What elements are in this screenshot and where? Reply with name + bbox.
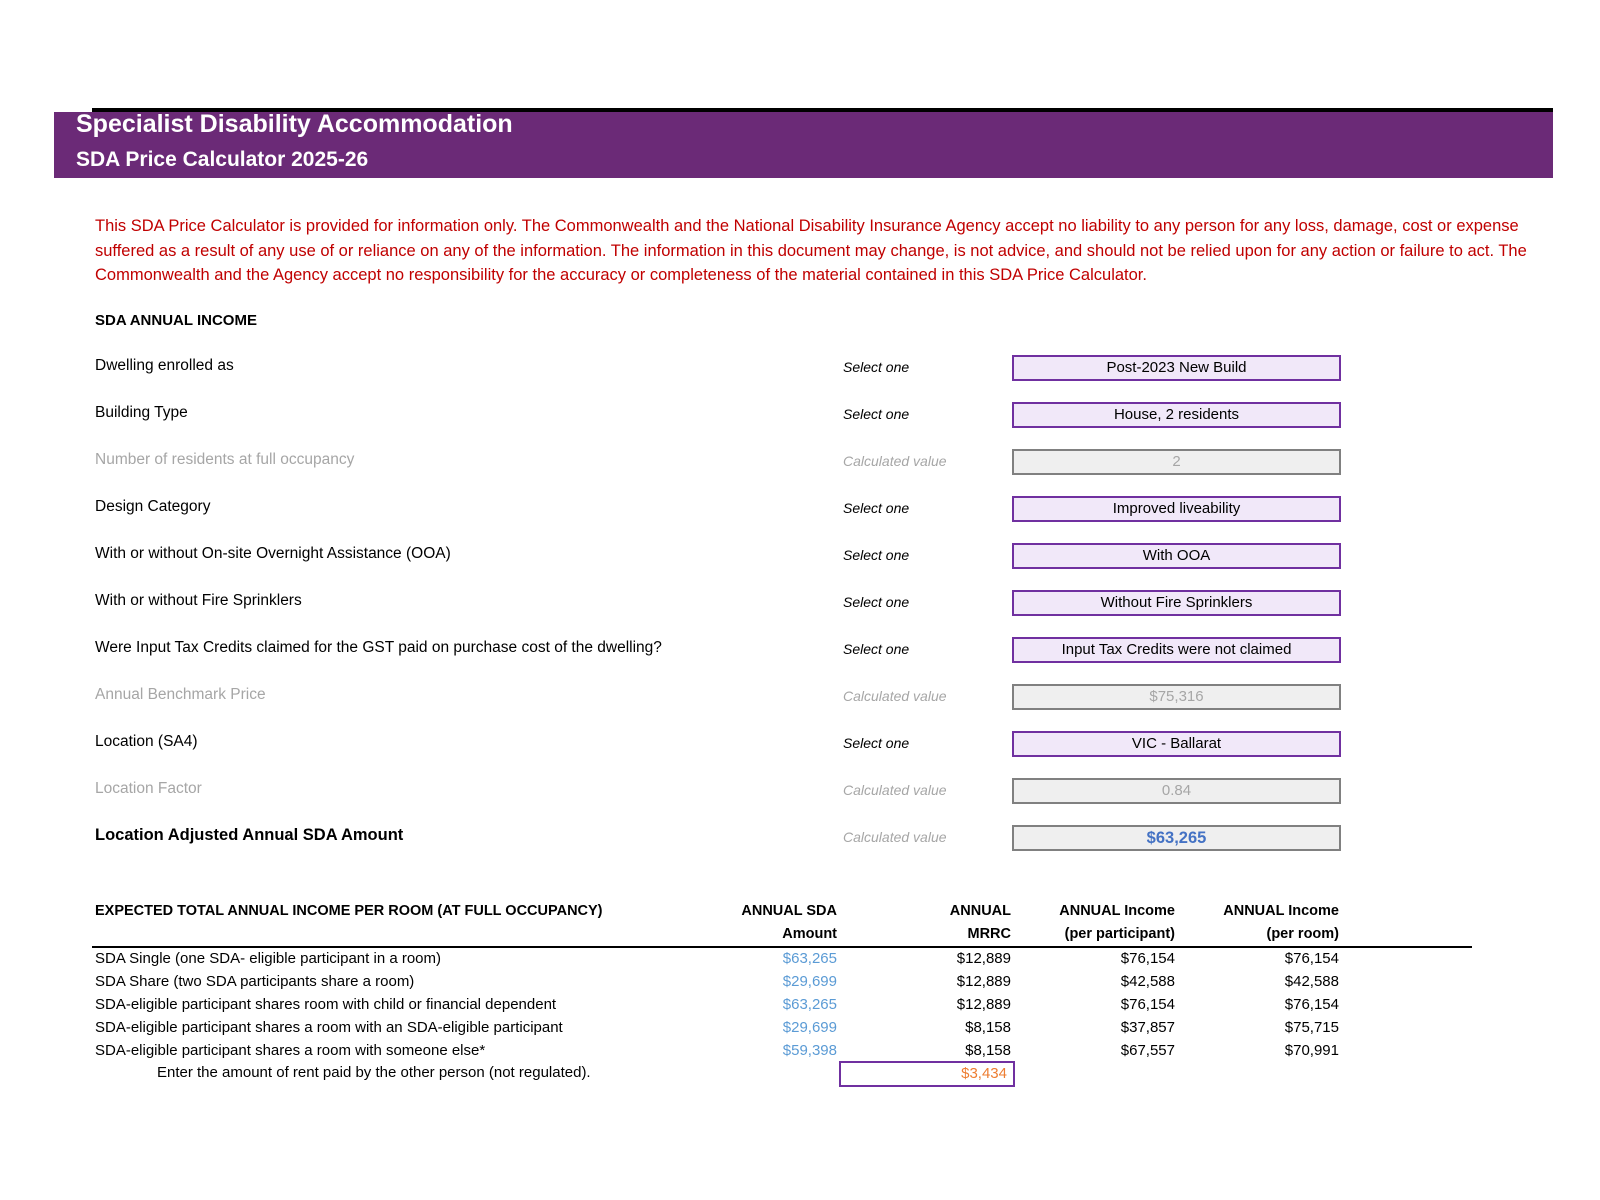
mrrc-cell: $12,889 (956, 950, 1011, 967)
disclaimer-text: This SDA Price Calculator is provided for information only. The Commonwealth and the National Disability Insurance Agency accept no liability to any person for any loss, damage, cost or expense suffered as a result of any use of or reliance on any of the information. The information in this document may change, is not advice, and should not be relied upon for any action or failure to act. The Commonwealth and the Agency accept no responsibility for the accuracy or completeness of the material contained in this SDA Price Calculator. (95, 217, 1527, 284)
form-label: With or without Fire Sprinklers (95, 592, 302, 609)
ooa-select[interactable]: With OOA (1012, 543, 1341, 569)
residents-calculated-value: 2 (1012, 449, 1341, 475)
form-hint: Select one (843, 500, 910, 516)
form-hint: Calculated value (843, 688, 947, 704)
form-label: Building Type (95, 404, 188, 421)
form-label: Location Adjusted Annual SDA Amount (95, 826, 404, 844)
mrrc-cell: $12,889 (956, 973, 1011, 990)
column-header-mrrc: ANNUAL MRRC (949, 903, 1011, 942)
benchmark-price-calculated-value: $75,316 (1012, 684, 1341, 710)
form-hint: Select one (843, 641, 910, 657)
location-factor-calculated-value: 0.84 (1012, 778, 1341, 804)
form-label: Design Category (95, 498, 211, 515)
table-row (0, 1042, 1600, 1065)
form-row-ooa (0, 543, 1600, 569)
form-label: Annual Benchmark Price (95, 686, 266, 703)
fire-sprinklers-select[interactable]: Without Fire Sprinklers (1012, 590, 1341, 616)
income-per-participant-cell: $37,857 (1120, 1019, 1175, 1036)
form-hint: Calculated value (843, 829, 947, 845)
page-subtitle: SDA Price Calculator 2025-26 (76, 148, 369, 171)
form-hint: Select one (843, 359, 910, 375)
income-per-room-cell: $42,588 (1284, 973, 1339, 990)
income-per-participant-cell: $42,588 (1120, 973, 1175, 990)
form-row-residents (0, 449, 1600, 475)
table-header-rule (92, 946, 1472, 948)
table-row (0, 950, 1600, 973)
form-row-building-type (0, 402, 1600, 428)
row-label: SDA Single (one SDA- eligible participant in a room) (95, 950, 442, 967)
sda-amount-cell: $29,699 (782, 973, 837, 990)
form-hint: Calculated value (843, 782, 947, 798)
adjusted-amount-calculated-value: $63,265 (1012, 825, 1341, 851)
sda-amount-cell: $29,699 (782, 1019, 837, 1036)
income-per-participant-cell: $67,557 (1120, 1042, 1175, 1059)
column-header-participant: ANNUAL Income (per participant) (1059, 903, 1175, 942)
section-title-annual-income: SDA ANNUAL INCOME (95, 312, 257, 329)
form-hint: Select one (843, 735, 910, 751)
column-header-sda: ANNUAL SDA Amount (741, 903, 837, 942)
form-hint: Select one (843, 406, 910, 422)
row-label: SDA-eligible participant shares a room with an SDA-eligible participant (95, 1019, 563, 1036)
column-header-room: ANNUAL Income (per room) (1223, 903, 1339, 942)
form-row-benchmark-price (0, 684, 1600, 710)
income-per-participant-cell: $76,154 (1120, 996, 1175, 1013)
table-title: EXPECTED TOTAL ANNUAL INCOME PER ROOM (AT FULL OCCUPANCY) (95, 903, 603, 919)
form-hint: Calculated value (843, 453, 947, 469)
mrrc-cell: $12,889 (956, 996, 1011, 1013)
form-row-location (0, 731, 1600, 757)
form-label: Location Factor (95, 780, 202, 797)
table-row (0, 996, 1600, 1019)
mrrc-cell: $8,158 (965, 1019, 1011, 1036)
form-row-location-factor (0, 778, 1600, 804)
rent-input-label: Enter the amount of rent paid by the other person (not regulated). (157, 1064, 591, 1081)
sda-amount-cell: $63,265 (782, 996, 837, 1013)
form-row-dwelling (0, 355, 1600, 381)
form-label: Location (SA4) (95, 733, 198, 750)
rent-value: $3,434 (961, 1065, 1007, 1082)
form-label: Dwelling enrolled as (95, 357, 234, 374)
input-tax-credits-select[interactable]: Input Tax Credits were not claimed (1012, 637, 1341, 663)
building-type-select[interactable]: House, 2 residents (1012, 402, 1341, 428)
form-label: Were Input Tax Credits claimed for the GST paid on purchase cost of the dwelling? (95, 639, 662, 656)
form-hint: Select one (843, 594, 910, 610)
table-row (0, 1019, 1600, 1042)
table-row (0, 973, 1600, 996)
sda-amount-cell: $63,265 (782, 950, 837, 967)
form-row-adjusted-amount (0, 825, 1600, 851)
row-label: SDA-eligible participant shares room with child or financial dependent (95, 996, 557, 1013)
form-row-input-tax-credits (0, 637, 1600, 663)
income-per-room-cell: $75,715 (1284, 1019, 1339, 1036)
form-label: Number of residents at full occupancy (95, 451, 355, 468)
form-label: With or without On-site Overnight Assistance (OOA) (95, 545, 451, 562)
mrrc-cell: $8,158 (965, 1042, 1011, 1059)
row-label: SDA-eligible participant shares a room with someone else* (95, 1042, 486, 1059)
dwelling-enrolled-select[interactable]: Post-2023 New Build (1012, 355, 1341, 381)
form-hint: Select one (843, 547, 910, 563)
sda-amount-cell: $59,398 (782, 1042, 837, 1059)
other-person-rent-input[interactable] (839, 1061, 1015, 1087)
design-category-select[interactable]: Improved liveability (1012, 496, 1341, 522)
form-row-fire-sprinklers (0, 590, 1600, 616)
income-per-room-cell: $76,154 (1284, 996, 1339, 1013)
income-per-room-cell: $76,154 (1284, 950, 1339, 967)
location-select[interactable]: VIC - Ballarat (1012, 731, 1341, 757)
row-label: SDA Share (two SDA participants share a room) (95, 973, 415, 990)
income-per-room-cell: $70,991 (1284, 1042, 1339, 1059)
form-row-design-category (0, 496, 1600, 522)
page-title: Specialist Disability Accommodation (76, 110, 513, 138)
income-per-participant-cell: $76,154 (1120, 950, 1175, 967)
